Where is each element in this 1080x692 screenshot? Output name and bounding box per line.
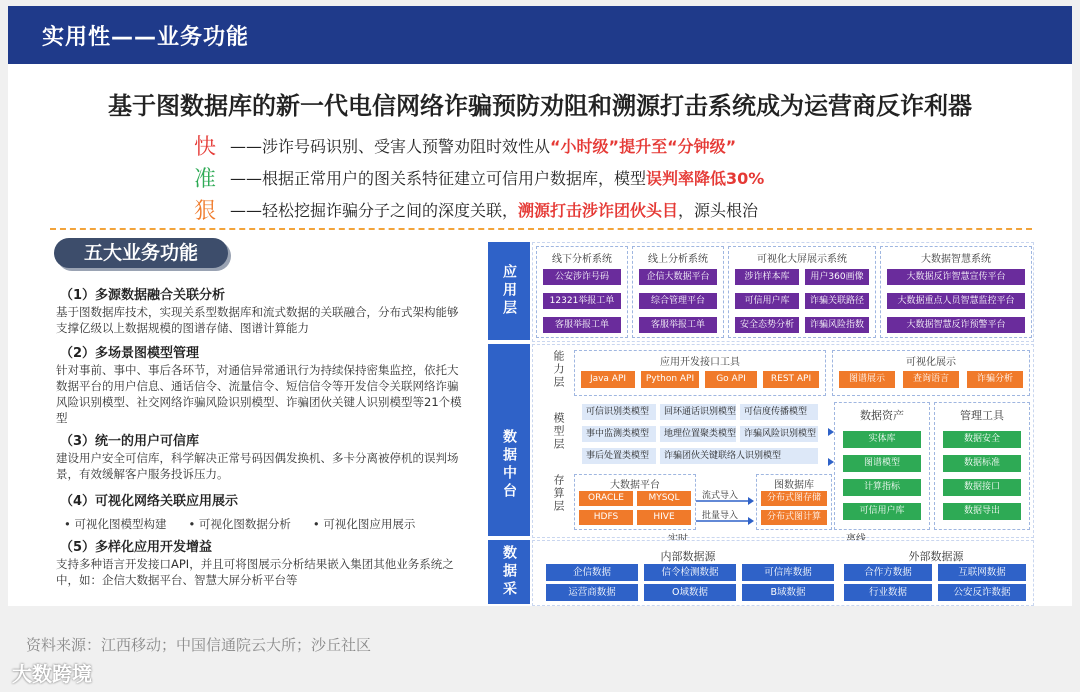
model-item: 可信识别类模型	[582, 404, 656, 420]
mgmt-tools	[934, 402, 1030, 530]
app-item: 用户360画像	[805, 269, 869, 285]
architecture-diagram	[459, 242, 1034, 604]
source-footer: 资料来源：江西移动；中国信通院云大所；沙丘社区	[26, 636, 372, 654]
stream-label: 流式导入	[702, 491, 739, 501]
feature-strong	[194, 194, 758, 224]
app-group	[536, 246, 628, 338]
asset-item: 可信用户库	[843, 503, 921, 520]
app-item: 客服举报工单	[543, 317, 621, 333]
app-group	[728, 246, 876, 338]
model-item: 回环通话识别模型	[660, 404, 736, 420]
external-source: 互联网数据	[938, 564, 1026, 581]
vis-tools-title: 可视化展示	[906, 357, 956, 368]
app-item: 大数据反诈智慧宣传平台	[887, 269, 1025, 285]
feature-tail: ，源头根治	[678, 201, 759, 220]
tool-item: 数据导出	[943, 503, 1021, 520]
external-source: 合作方数据	[844, 564, 932, 581]
external-source: 行业数据	[844, 584, 932, 601]
section-text: 针对事前、事中、事后各环节，对通信异常通讯行为持续保持密集监控，依托大数据平台的用户信息、通话信令、流量信令、短信信令等开发信令关联网络诈骗风险识别模型、社交网络诈骗风险识别模型、诈骗团伙关键人识别模型等21个模型	[56, 363, 462, 425]
feature-char: 狠	[194, 199, 217, 224]
data-assets	[834, 402, 930, 530]
sublayer-label: 能力层	[552, 350, 565, 389]
main-title: 基于图数据库的新一代电信网络诈骗预防劝阻和溯源打击系统成为运营商反诈利器	[108, 92, 972, 120]
batch-label: 批量导入	[702, 511, 739, 521]
bullet-item: • 可视化图数据分析	[188, 517, 291, 531]
bullet-list	[64, 516, 437, 532]
app-item: 综合管理平台	[639, 293, 717, 309]
header-title: 实用性——业务功能	[42, 25, 250, 50]
feature-char: 快	[194, 135, 217, 160]
tool-item: 数据接口	[943, 479, 1021, 496]
vis-item: 查询语言	[903, 371, 959, 388]
app-item: 诈骗风险指数	[805, 317, 869, 333]
app-item: 可信用户库	[735, 293, 799, 309]
section-text: 建设用户安全可信库，科学解决正常号码因偶发换机、多卡分离被停机的误判场景，有效缓解客户服务投诉压力。	[56, 451, 459, 481]
header-bar	[8, 6, 1072, 64]
model-item: 可信度传播模型	[740, 404, 818, 420]
internal-source: 信令检测数据	[644, 564, 736, 581]
app-item: 大数据重点人员智慧监控平台	[887, 293, 1025, 309]
storage-item: HDFS	[579, 510, 633, 525]
graphdb-item: 分布式图存储	[761, 491, 827, 506]
api-item: Go API	[705, 371, 757, 388]
graphdb-item: 分布式图计算	[761, 510, 827, 525]
feature-text: ——根据正常用户的图关系特征建立可信用户数据库，模型	[230, 169, 647, 188]
app-item: 涉诈样本库	[735, 269, 799, 285]
vis-item: 图谱展示	[839, 371, 895, 388]
app-item: 公安涉诈号码	[543, 269, 621, 285]
api-item: REST API	[763, 371, 819, 388]
feature-text: ——涉诈号码识别、受害人预警劝阻时效性从	[230, 137, 551, 156]
app-item: 大数据智慧反诈预警平台	[887, 317, 1025, 333]
feature-highlight: 误判率降低30%	[646, 169, 765, 188]
watermark-logo: 大数跨境	[12, 662, 92, 686]
app-item: 客服举报工单	[639, 317, 717, 333]
sublayer-label: 模型层	[552, 412, 565, 451]
layer-label-collect: 数据采集	[488, 540, 530, 604]
asset-arrows	[818, 422, 838, 502]
app-group-title: 可视化大屏展示系统	[757, 254, 847, 265]
sublayer-label: 存算层	[552, 474, 565, 513]
section-heading: （4）可视化网络关联应用展示	[60, 494, 239, 509]
app-group-title: 线上分析系统	[648, 254, 708, 265]
feature-char: 准	[194, 167, 217, 192]
asset-item: 图谱模型	[843, 455, 921, 472]
model-item: 诈骗团伙关键联络人识别模型	[660, 448, 818, 464]
api-item: Java API	[581, 371, 635, 388]
import-arrows	[694, 474, 754, 534]
internal-source: 企信数据	[546, 564, 638, 581]
model-item: 地理位置聚类模型	[660, 426, 736, 442]
bigdata-title: 大数据平台	[610, 480, 660, 491]
app-item: 企信大数据平台	[639, 269, 717, 285]
mgmt-tools-title: 管理工具	[960, 409, 1004, 422]
api-tools	[574, 350, 826, 396]
data-assets-title: 数据资产	[860, 409, 904, 422]
internal-source: 运营商数据	[546, 584, 638, 601]
internal-source: O域数据	[644, 584, 736, 601]
feature-highlight: “小时级”提升至“分钟级”	[550, 137, 737, 156]
section-pill: 五大业务功能	[54, 238, 228, 268]
external-sources-title: 外部数据源	[908, 550, 964, 563]
storage-item: ORACLE	[579, 491, 633, 506]
vis-item: 诈骗分析	[967, 371, 1023, 388]
asset-item: 计算指标	[843, 479, 921, 496]
model-item: 诈骗风险识别模型	[740, 426, 818, 442]
tool-item: 数据安全	[943, 431, 1021, 448]
feature-text: ——轻松挖掘诈骗分子之间的深度关联，	[230, 201, 519, 220]
graphdb-title: 图数据库	[774, 480, 814, 491]
slide	[8, 6, 1072, 606]
app-group-title: 大数据智慧系统	[921, 254, 991, 265]
divider	[50, 228, 1032, 230]
vis-tools	[832, 350, 1030, 396]
app-group	[632, 246, 724, 338]
external-source: 公安反诈数据	[938, 584, 1026, 601]
layer-label-mid: 数据中台	[488, 344, 530, 536]
internal-source: B域数据	[742, 584, 834, 601]
api-tools-title: 应用开发接口工具	[660, 357, 740, 368]
bullet-item: • 可视化图应用展示	[312, 517, 416, 531]
app-item: 12321举报工单	[543, 293, 621, 309]
model-item: 事后处置类模型	[582, 448, 656, 464]
section-text: 支持多种语言开发接口API，并且可将图展示分析结果嵌入集团其他业务系统之中，如：企信大数据平台、智慧大屏分析平台等	[56, 557, 454, 587]
feature-accurate	[194, 162, 764, 192]
app-group-title: 线下分析系统	[552, 254, 612, 265]
feature-fast	[194, 130, 736, 160]
section-heading: （2）多场景图模型管理	[60, 346, 200, 361]
feature-highlight: 溯源打击涉诈团伙头目	[518, 201, 679, 220]
api-item: Python API	[641, 371, 699, 388]
bigdata-platform	[574, 474, 696, 530]
app-item: 安全态势分析	[735, 317, 799, 333]
storage-item: HIVE	[637, 510, 691, 525]
section-text: 基于图数据库技术，实现关系型数据库和流式数据的关联融合，分布式架构能够支撑亿级以上数据规模的图谱存储、图谱计算能力	[56, 305, 459, 335]
tool-item: 数据标准	[943, 455, 1021, 472]
section-heading: （3）统一的用户可信库	[60, 434, 200, 449]
app-item: 诈骗关联路径	[805, 293, 869, 309]
section-heading: （5）多样化应用开发增益	[60, 540, 213, 555]
section-heading: （1）多源数据融合关联分析	[60, 288, 226, 303]
app-group	[880, 246, 1032, 338]
bullet-item: • 可视化图模型构建	[64, 517, 167, 531]
layer-label-app: 应用层	[488, 242, 530, 340]
storage-item: MYSQL	[637, 491, 691, 506]
internal-source: 可信库数据	[742, 564, 834, 581]
model-item: 事中监测类模型	[582, 426, 656, 442]
asset-item: 实体库	[843, 431, 921, 448]
internal-sources-title: 内部数据源	[660, 550, 716, 563]
